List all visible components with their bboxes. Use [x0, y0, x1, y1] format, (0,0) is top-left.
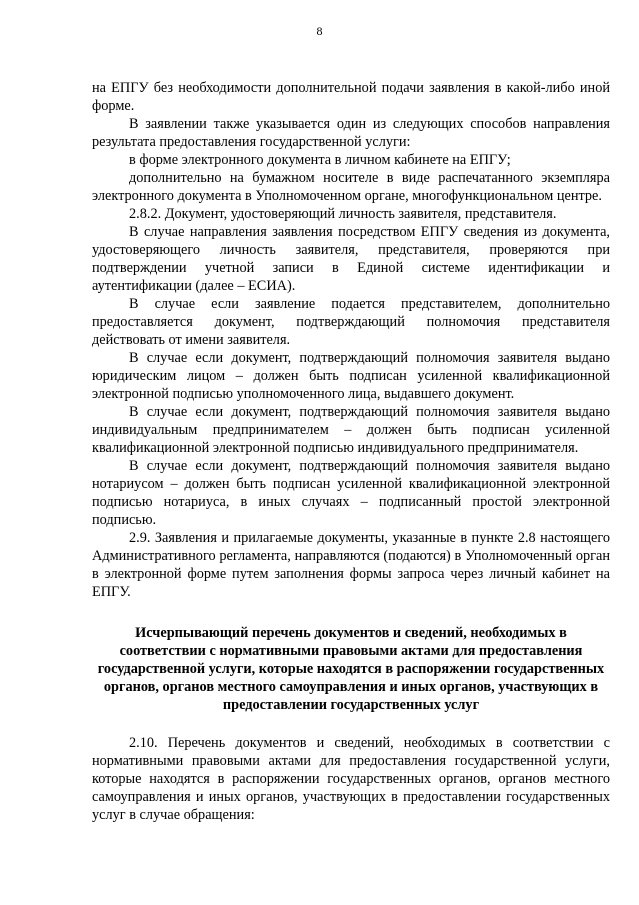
paragraph-continuation: на ЕПГУ без необходимости дополнительной подачи заявления в какой-либо иной форме. — [92, 80, 610, 114]
paragraph-individual-entrepreneur: В случае если документ, подтверждающий полномочия заявителя выдано индивидуальным предпринимателем – должен быть подписан усиленной квалификационной электронной подписью индивидуального предпринимателя. — [92, 404, 610, 456]
paragraph-2-8-2: 2.8.2. Документ, удостоверяющий личность заявителя, представителя. — [129, 206, 557, 222]
paragraph-notary: В случае если документ, подтверждающий полномочия заявителя выдано нотариусом – должен быть подписан усиленной квалификационной электронной подписью нотариуса, в иных случаях – подписанный простой электронной подписью. — [92, 458, 610, 528]
paragraph-legal-entity: В случае если документ, подтверждающий полномочия заявителя выдано юридическим лицом – должен быть подписан усиленной квалификационной электронной подписью уполномоченного лица, выдавшего документ. — [92, 350, 610, 402]
paragraph-representative: В случае если заявление подается представителем, дополнительно предоставляется документ, подтверждающий полномочия представителя действовать от имени заявителя. — [92, 296, 610, 348]
paragraph-2-9: 2.9. Заявления и прилагаемые документы, указанные в пункте 2.8 настоящего Административного регламента, направляются (подаются) в Уполномоченный орган в электронной форме путем заполнения формы запроса через личный кабинет на ЕПГУ. — [92, 530, 610, 600]
paragraph-esia: В случае направления заявления посредством ЕПГУ сведения из документа, удостоверяющего личность заявителя, представителя, проверяются при подтверждении учетной записи в Единой системе идентификации и аутентификации (далее – ЕСИА). — [92, 224, 610, 294]
paragraph-delivery-electronic: в форме электронного документа в личном кабинете на ЕПГУ; — [129, 152, 511, 168]
paragraph-delivery-methods: В заявлении также указывается один из следующих способов направления результата предоставления государственной услуги: — [92, 116, 610, 150]
document-body — [92, 79, 610, 824]
section-heading: Исчерпывающий перечень документов и сведений, необходимых в соответствии с нормативными правовыми актами для предоставления государственной услуги, которые находятся в распоряжении государственных органов, органов местного самоуправления и иных органов, участвующих в предоставлении государственных услуг — [97, 625, 605, 713]
page-number: 8 — [316, 24, 323, 38]
paragraph-2-10: 2.10. Перечень документов и сведений, необходимых в соответствии с нормативными правовыми актами для предоставления государственной услуги, которые находятся в распоряжении государственных органов, органов местного самоуправления и иных органов, участвующих в предоставлении государственных услуг в случае обращения: — [92, 735, 610, 823]
paragraph-delivery-paper: дополнительно на бумажном носителе в виде распечатанного экземпляра электронного документа в Уполномоченном органе, многофункциональном центре. — [92, 170, 610, 204]
